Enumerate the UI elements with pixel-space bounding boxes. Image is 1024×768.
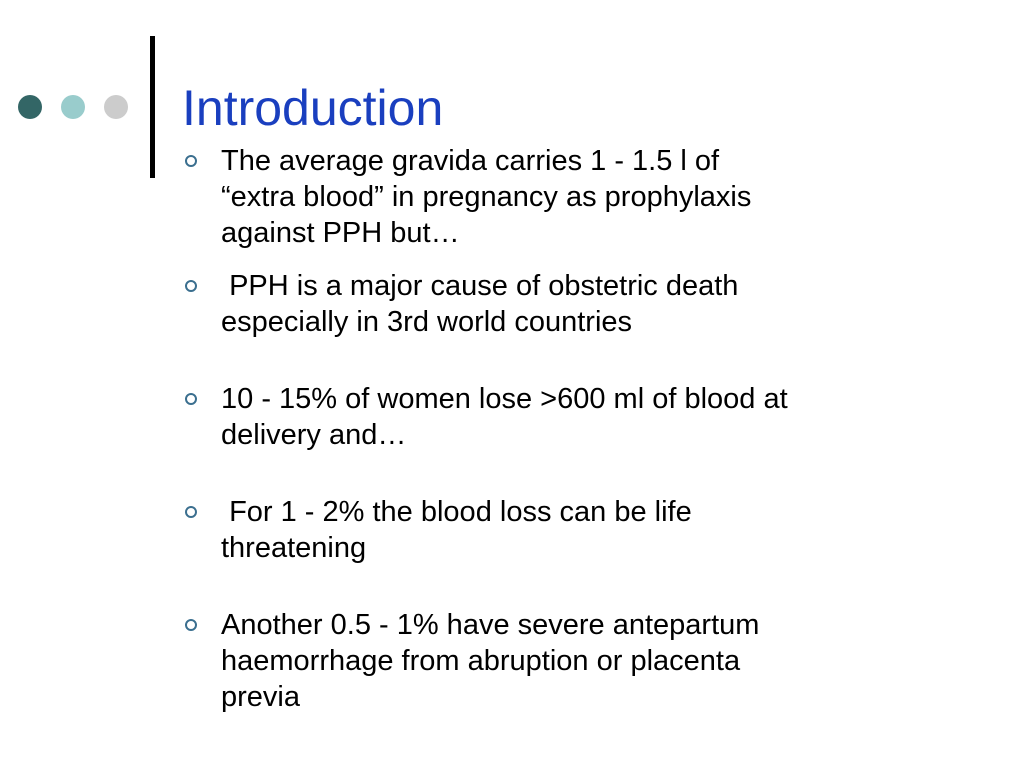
bullet-circle-icon <box>185 619 197 631</box>
bullet-text: The average gravida carries 1 - 1.5 l of “extra blood” in pregnancy as prophylaxis against PPH but… <box>221 145 752 249</box>
title-divider <box>150 36 155 178</box>
decorative-dot-dark <box>18 95 42 119</box>
bullet-circle-icon <box>185 506 197 518</box>
bullet-item <box>183 268 983 340</box>
decorative-dot-gray <box>104 95 128 119</box>
bullet-circle-icon <box>185 393 197 405</box>
bullet-item <box>183 143 983 251</box>
bullet-item <box>183 607 983 715</box>
bullet-text: PPH is a major cause of obstetric death especially in 3rd world countries <box>221 270 739 338</box>
bullet-circle-icon <box>185 280 197 292</box>
bullet-text: Another 0.5 - 1% have severe antepartum haemorrhage from abruption or placenta previa <box>221 609 760 713</box>
bullet-list <box>183 143 983 715</box>
bullet-circle-icon <box>185 155 197 167</box>
decorative-dot-teal <box>61 95 85 119</box>
bullet-item <box>183 381 983 453</box>
bullet-text: For 1 - 2% the blood loss can be life threatening <box>221 496 692 564</box>
bullet-text: 10 - 15% of women lose >600 ml of blood at delivery and… <box>221 383 788 451</box>
bullet-item <box>183 494 983 566</box>
slide-title: Introduction <box>182 80 444 136</box>
